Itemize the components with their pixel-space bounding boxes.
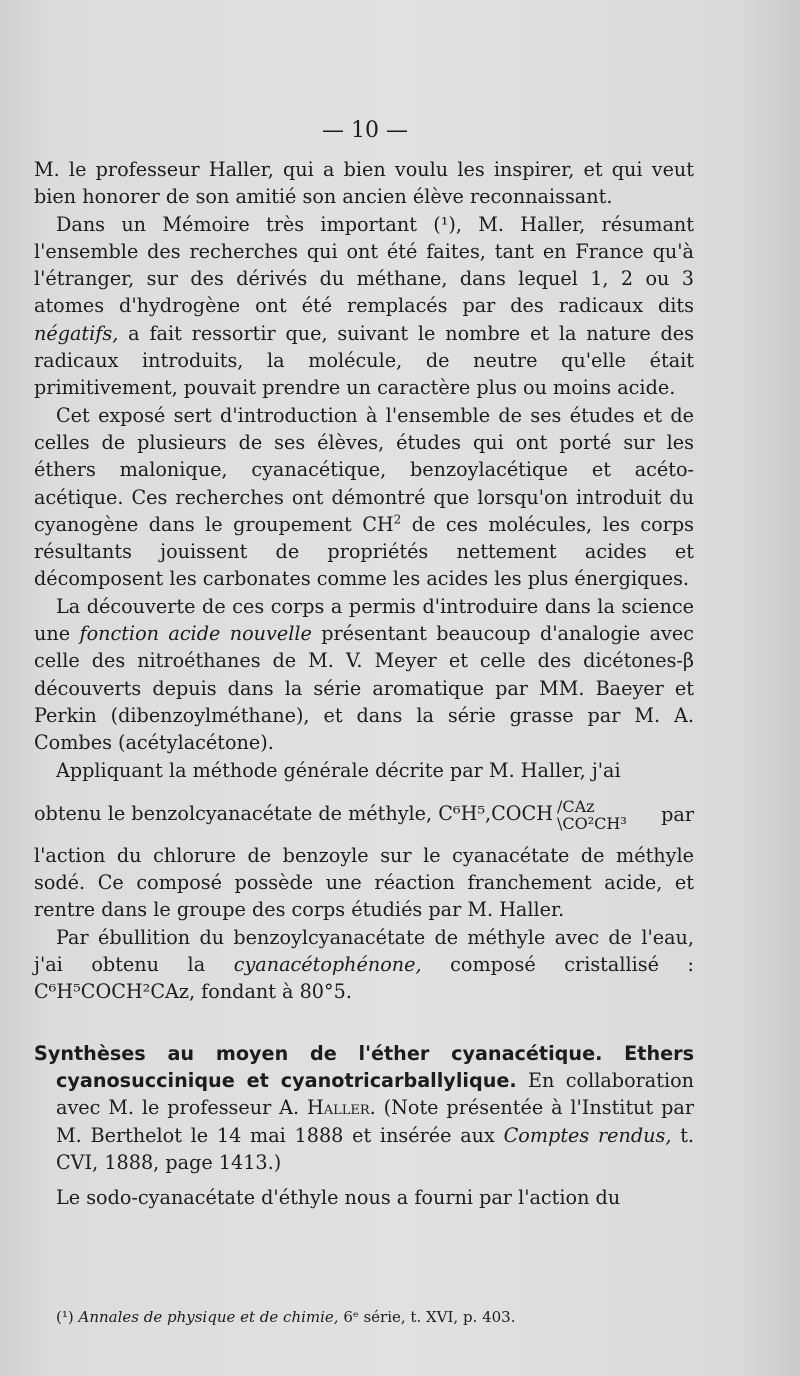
paragraph-3: Cet exposé sert d'introduction à l'ensemble de ses études et de celles de plusieurs de ses élèves, études qui ont porté sur les éthers malonique, cyanacétique, benzoylacétique et acéto-acétique. Ces recherches ont démontré que lorsqu'on introduit du cyanogène dans le groupement $CH^2$ de ces molécules, les corps résultants jouissent de propriétés nettement acides et décomposent les carbonates comme les acides les plus énergiques. — [34, 403, 694, 591]
author-name: Haller — [307, 1096, 370, 1120]
formula-suffix: par — [661, 803, 694, 827]
paragraph-6: Par ébullition du benzoylcyanacétate de méthyle avec de l'eau, j'ai obtenu la cyanacétophénone, composé cristallisé : C⁶H⁵COCH²CAz, fondant à 80°5. — [34, 925, 694, 1004]
chemical-formula: /CAz \CO²CH³ — [556, 796, 627, 833]
paragraph-5: Appliquant la méthode générale décrite par M. Haller, j'ai — [56, 758, 621, 782]
paragraph-5-cont: l'action du chlorure de benzoyle sur le cyanacétate de méthyle sodé. Ce composé possède une réaction franchement acide, et rentre dans le groupe des corps étudiés par M. Haller. — [34, 843, 694, 922]
page-number: — 10 — — [322, 118, 408, 143]
formula-prefix: obtenu le benzolcyanacétate de méthyle, C⁶H⁵,COCH — [34, 801, 553, 825]
footnote: (¹) Annales de physique et de chimie, 6ᵉ série, t. XVI, p. 403. — [56, 1308, 516, 1326]
paragraph-1: M. le professeur Haller, qui a bien voulu les inspirer, et qui veut bien honorer de son amitié son ancien élève reconnaissant. — [34, 158, 694, 209]
paragraph-2: Dans un Mémoire très important (¹), M. Haller, résumant l'ensemble des recherches qui ont été faites, tant en France qu'à l'étranger, sur des dérivés du méthane, dans lequel 1, 2 ou 3 atomes d'hydrogène ont été remplacés par des radicaux dits négatifs, a fait ressortir que, suivant le nombre et la nature des radicaux introduits, la molécule, de neutre qu'elle était primitivement, pouvait prendre un caractère plus ou moins acide. — [34, 212, 694, 400]
paragraph-4: La découverte de ces corps a permis d'introduire dans la science une fonction acide nouvelle présentant beaucoup d'analogie avec celle des nitroéthanes de M. V. Meyer et celle des dicétones-β découverts depuis dans la série aromatique par MM. Baeyer et Perkin (dibenzoylméthane), et dans la série grasse par M. A. Combes (acétylacétone). — [34, 594, 695, 755]
section-entry: Synthèses au moyen de l'éther cyanacétique. Ethers cyanosuccinique et cyanotricarballylique. En collaboration avec M. le professeur A. Haller. (Note présentée à l'Institut par M. Berthelot le 14 mai 1888 et insérée aux Comptes rendus, t. CVI, 1888, page 1413.) — [34, 1041, 694, 1174]
paragraph-7: Le sodo-cyanacétate d'éthyle nous a fourni par l'action du — [56, 1186, 621, 1210]
body-text — [34, 156, 694, 1211]
section-heading: Synthèses au moyen de l'éther cyanacétique. Ethers cyanosuccinique et cyanotricarballylique. — [34, 1041, 694, 1092]
formula-line — [34, 788, 694, 842]
